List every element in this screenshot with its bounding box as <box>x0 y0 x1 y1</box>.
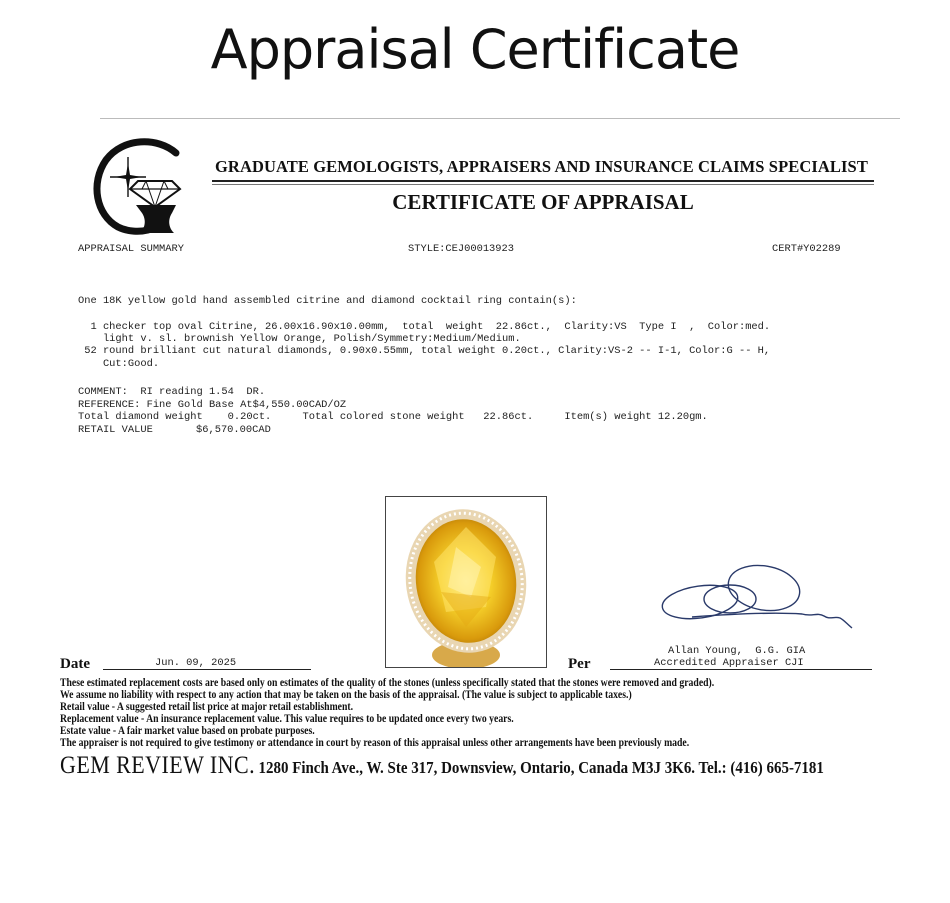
appraisal-summary-label: APPRAISAL SUMMARY <box>78 243 185 255</box>
signature-underline <box>610 669 872 670</box>
page-title: Appraisal Certificate <box>210 18 740 81</box>
date-value: Jun. 09, 2025 <box>155 657 237 669</box>
company-address: 1280 Finch Ave., W. Ste 317, Downsview, Ontario, Canada M3J 3K6. Tel.: (416) 665-7181 <box>258 758 824 777</box>
stone-line-citrine-2: light v. sl. brownish Yellow Orange, Polish/Symmetry:Medium/Medium. <box>78 333 521 345</box>
top-divider <box>100 118 900 119</box>
disclaimer-retail: Retail value - A suggested retail list price at major retail establishment. <box>60 701 354 713</box>
appraiser-signature <box>652 562 862 632</box>
disclaimer-replacement: Replacement value - An insurance replacement value. This value requires to be updated once every two years. <box>60 713 514 725</box>
item-description-intro: One 18K yellow gold hand assembled citrine and diamond cocktail ring contain(s): <box>78 295 577 307</box>
appraiser-title: Accredited Appraiser CJI <box>654 657 804 669</box>
company-footer <box>60 752 824 780</box>
certificate-heading: CERTIFICATE OF APPRAISAL <box>392 190 694 214</box>
disclaimer-estimate: These estimated replacement costs are based only on estimates of the quality of the stones (unless specifically stated that the stones were removed and graded). <box>60 677 715 689</box>
certificate-number: CERT#Y02289 <box>772 243 841 255</box>
weights-line: Total diamond weight 0.20ct. Total colored stone weight 22.86ct. Item(s) weight 12.20gm. <box>78 411 708 423</box>
reference-line: REFERENCE: Fine Gold Base At$4,550.00CAD/OZ <box>78 399 347 411</box>
stone-line-diamonds-2: Cut:Good. <box>78 358 160 370</box>
retail-value-amount: $6,570.00CAD <box>196 424 271 436</box>
date-underline <box>103 669 311 670</box>
disclaimer-estate: Estate value - A fair market value based on probate purposes. <box>60 725 315 737</box>
header-rule-thin <box>212 184 874 185</box>
disclaimer-testimony: The appraiser is not required to give testimony or attendance in court by reason of this appraisal unless other arrangements have been previously made. <box>60 737 690 749</box>
gem-review-logo-icon <box>88 135 188 235</box>
per-label: Per <box>568 656 591 672</box>
comment-line: COMMENT: RI reading 1.54 DR. <box>78 386 266 398</box>
company-name: GEM REVIEW INC. <box>60 752 256 779</box>
ring-photo <box>385 496 547 668</box>
header-rule <box>212 180 874 182</box>
date-label: Date <box>60 656 90 672</box>
stone-line-citrine-1: 1 checker top oval Citrine, 26.00x16.90x10.00mm, total weight 22.86ct., Clarity:VS Type I , Color:med. <box>78 321 771 333</box>
retail-value-label: RETAIL VALUE <box>78 424 153 436</box>
appraiser-name: Allan Young, G.G. GIA <box>668 645 806 657</box>
style-number: STYLE:CEJ00013923 <box>408 243 515 255</box>
organization-tagline: GRADUATE GEMOLOGISTS, APPRAISERS AND INSURANCE CLAIMS SPECIALIST <box>215 157 868 176</box>
disclaimer-liability: We assume no liability with respect to any action that may be taken on the basis of the appraisal. (The value is subject to applicable taxes.) <box>60 689 632 701</box>
stone-line-diamonds-1: 52 round brilliant cut natural diamonds, 0.90x0.55mm, total weight 0.20ct., Clarity:VS-2 -- I-1, Color:G -- H, <box>78 345 771 357</box>
